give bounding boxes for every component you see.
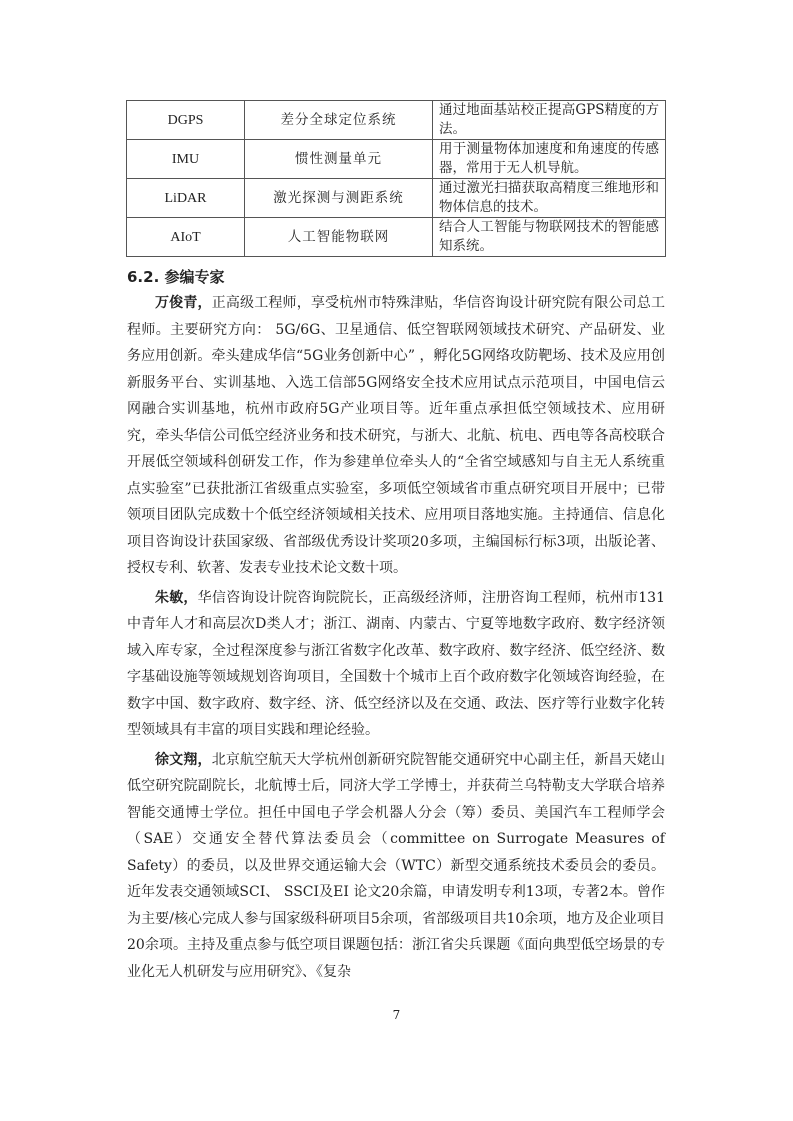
- expert-name: 万俊青，: [155, 295, 212, 311]
- term-abbreviation: LiDAR: [127, 179, 245, 218]
- table-row: [127, 218, 666, 257]
- term-full-name: 惯性测量单元: [245, 140, 433, 179]
- term-description: 用于测量物体加速度和角速度的传感器，常用于无人机导航。: [433, 140, 666, 179]
- term-full-name: 人工智能物联网: [245, 218, 433, 257]
- term-abbreviation: DGPS: [127, 101, 245, 140]
- expert-paragraph: [127, 290, 665, 582]
- term-description: 结合人工智能与物联网技术的智能感知系统。: [433, 218, 666, 257]
- expert-bios: [127, 290, 665, 988]
- expert-paragraph: [127, 585, 665, 744]
- term-full-name: 激光探测与测距系统: [245, 179, 433, 218]
- expert-name: 朱敏，: [155, 589, 198, 606]
- section-heading: 6.2. 参编专家: [127, 268, 225, 286]
- term-abbreviation: AIoT: [127, 218, 245, 257]
- term-description: 通过激光扫描获取高精度三维地形和物体信息的技术。: [433, 179, 666, 218]
- table-row: [127, 179, 666, 218]
- table-row: [127, 140, 666, 179]
- term-full-name: 差分全球定位系统: [245, 101, 433, 140]
- page-number: 7: [392, 1008, 401, 1022]
- glossary-table-body: [127, 101, 666, 257]
- expert-paragraph: [127, 747, 665, 986]
- expert-bio: 华信咨询设计院咨询院院长，正高级经济师，注册咨询工程师，杭州市131中青年人才和高层次D类人才；浙江、湖南、内蒙古、宁夏等地数字政府、数字经济领域入库专家，全过程深度参与浙江省数字化改革、数字政府、数字经济、低空经济、数字基础设施等领域规划咨询项目，全国数十个城市上百个政府数字化领域咨询经验，在数字中国、数字政府、数字经、济、低空经济以及在交通、政法、医疗等行业数字化转型领域具有丰富的项目实践和理论经验。: [127, 589, 666, 738]
- expert-name: 徐文翔，: [155, 751, 212, 768]
- term-abbreviation: IMU: [127, 140, 245, 179]
- expert-bio: 北京航空航天大学杭州创新研究院智能交通研究中心副主任，新昌天姥山低空研究院副院长，北航博士后，同济大学工学博士，并获荷兰乌特勒支大学联合培养智能交通博士学位。担任中国电子学会机器人分会（筹）委员、美国汽车工程师学会（SAE）交通安全替代算法委员会（committee on Surrogate Measures of Safety）的委员，以及世界交通运输大会（WTC）新型交通系统技术委员会的委员。近年发表交通领域SCI、 SSCI及EI 论文20余篇，申请发明专利13项，专著2本。曾作为主要/核心完成人参与国家级科研项目5余项，省部级项目共10余项，地方及企业项目20余项。主持及重点参与低空项目课题包括：浙江省尖兵课题《面向典型低空场景的专业化无人机研发与应用研究》、《复杂: [127, 751, 665, 980]
- table-row: [127, 101, 666, 140]
- expert-bio: 正高级工程师，享受杭州市特殊津贴，华信咨询设计研究院有限公司总工程师。主要研究方向： 5G/6G、卫星通信、低空智联网领域技术研究、产品研发、业务应用创新。牵头建成华信“5G业务创新中心” ，孵化5G网络攻防靶场、技术及应用创新服务平台、实训基地、入选工信部5G网络安全技术应用试点示范项目，中国电信云网融合实训基地，杭州市政府5G产业项目等。近年重点承担低空领域技术、应用研究，牵头华信公司低空经济业务和技术研究，与浙大、北航、杭电、西电等各高校联合开展低空领域科创研发工作，作为参建单位牵头人的“全省空域感知与自主无人系统重点实验室”已获批浙江省级重点实验室，多项低空领域省市重点研究项目开展中；已带领项目团队完成数十个低空经济领域相关技术、应用项目落地实施。主持通信、信息化项目咨询设计获国家级、省部级优秀设计奖项20多项，主编国标行标3项，出版论著、授权专利、软著、发表专业技术论文数十项。: [127, 295, 665, 576]
- glossary-table: [126, 100, 666, 257]
- term-description: 通过地面基站校正提高GPS精度的方法。: [433, 101, 666, 140]
